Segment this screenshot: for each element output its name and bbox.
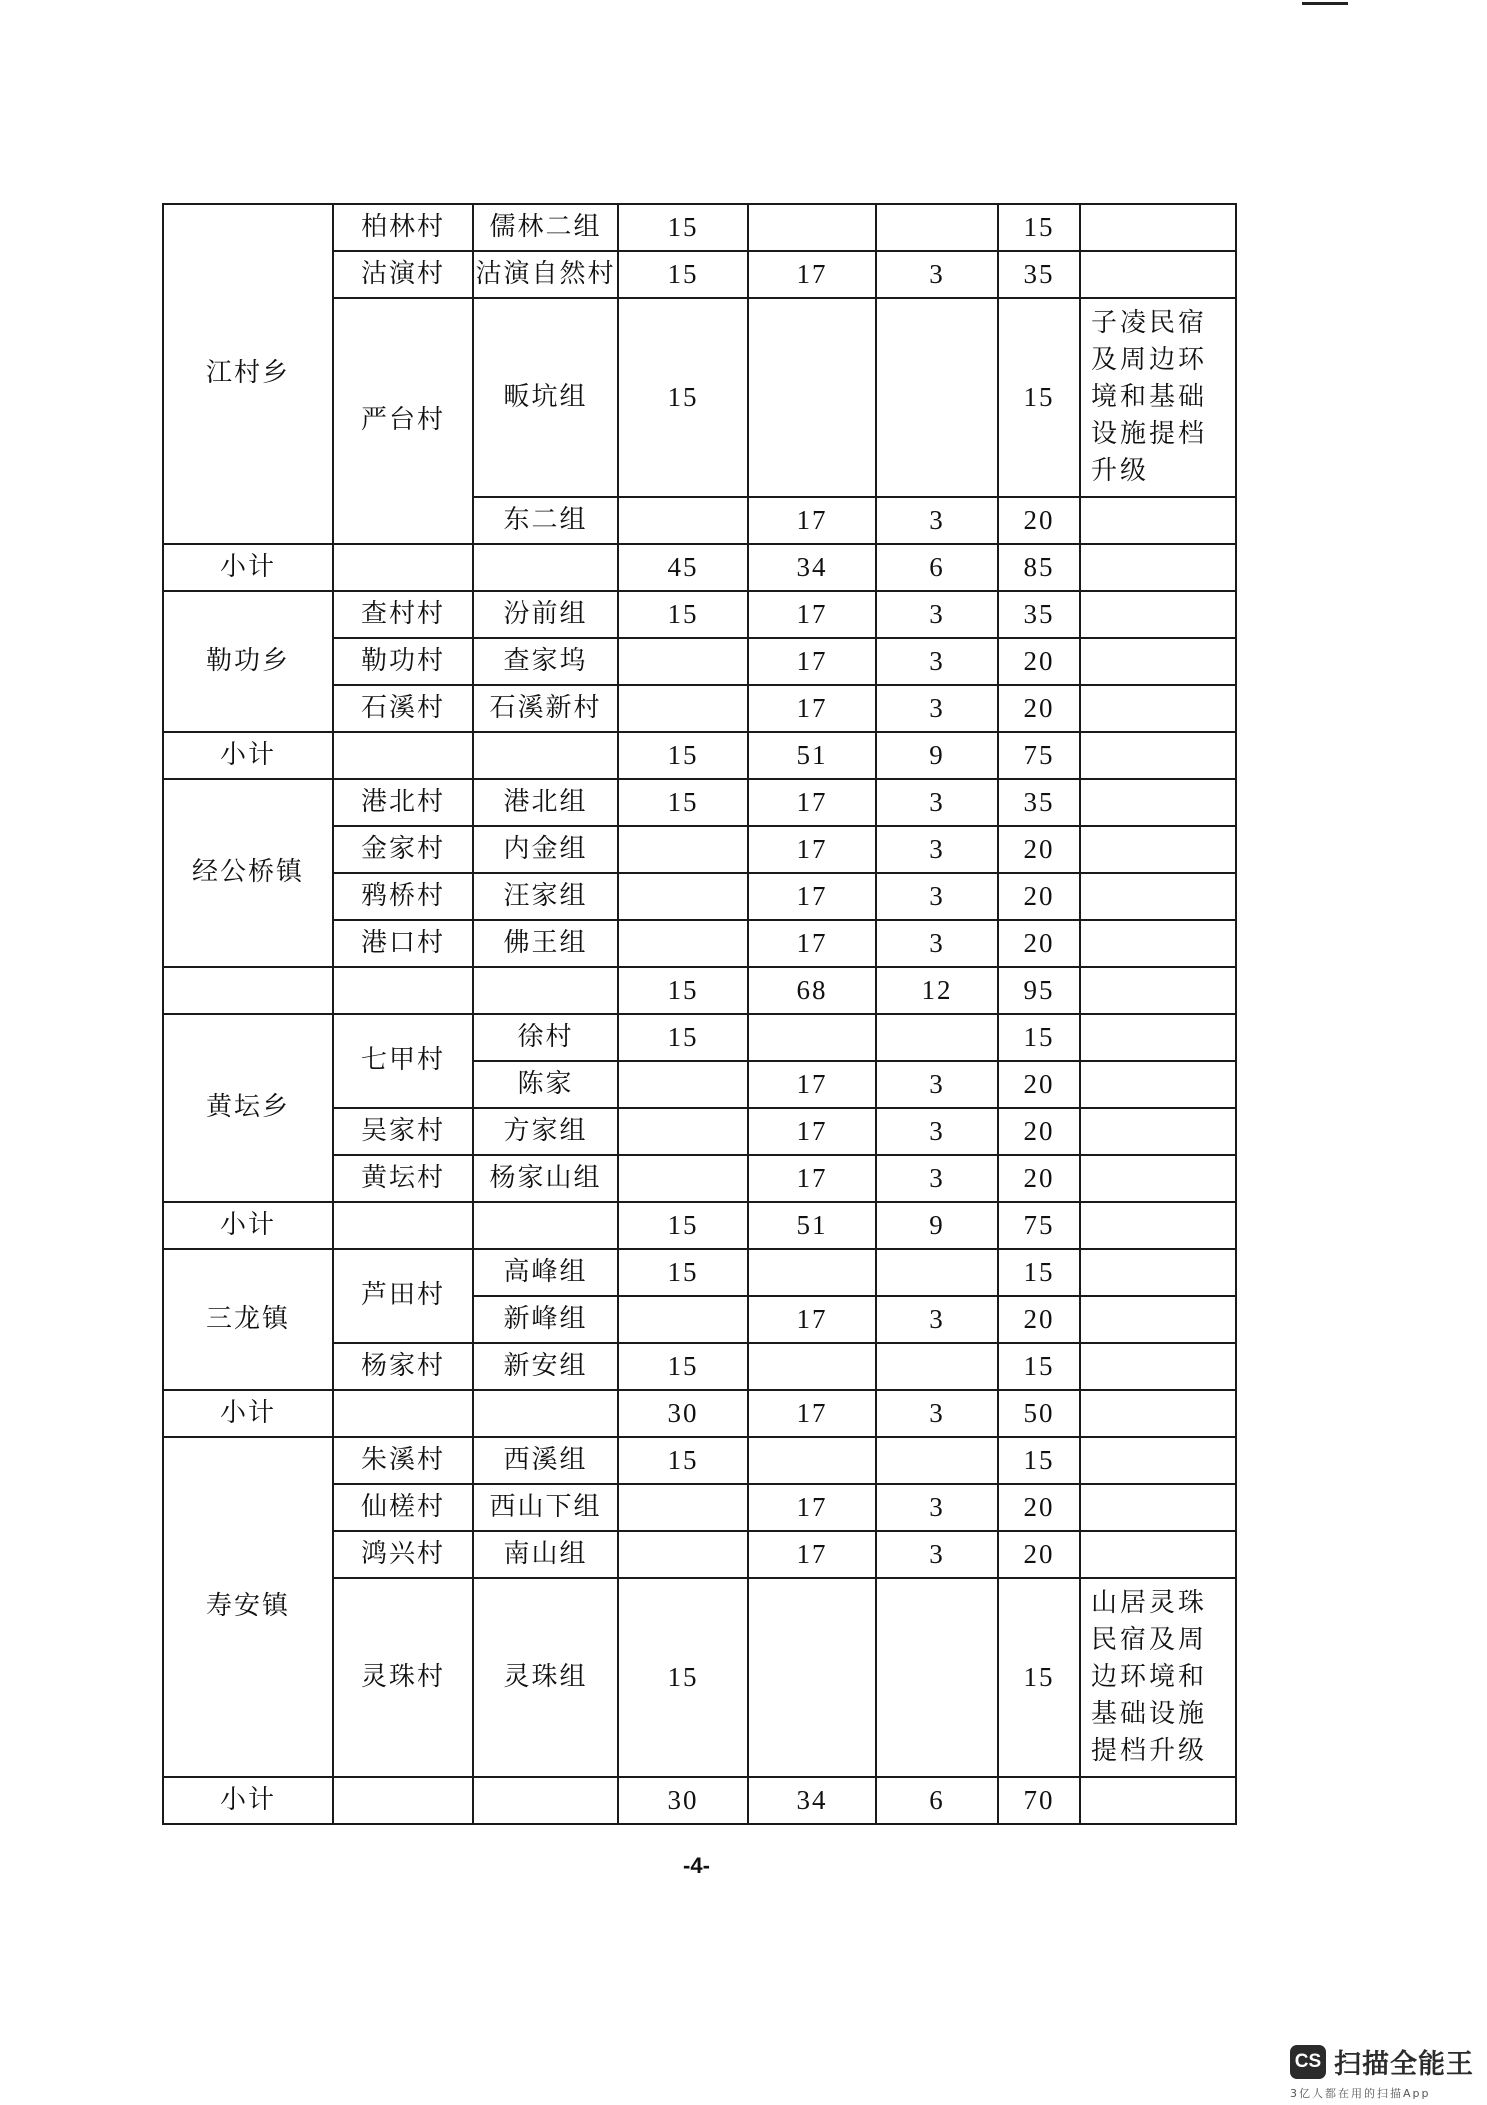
value-c-cell (876, 298, 998, 497)
village-cell: 吴家村 (333, 1108, 473, 1155)
village-cell: 七甲村 (333, 1014, 473, 1108)
note-cell (1080, 1777, 1236, 1824)
value-a-cell: 15 (618, 251, 748, 298)
group-cell: 新安组 (473, 1343, 618, 1390)
total-cell: 15 (998, 1249, 1080, 1296)
value-c-cell: 3 (876, 251, 998, 298)
subtotal-a: 45 (618, 544, 748, 591)
township-cell: 江村乡 (163, 204, 333, 544)
township-cell: 经公桥镇 (163, 779, 333, 967)
subtotal-total: 75 (998, 1202, 1080, 1249)
note-cell (1080, 1531, 1236, 1578)
note-cell (1080, 251, 1236, 298)
township-cell: 寿安镇 (163, 1437, 333, 1777)
village-cell: 沽演村 (333, 251, 473, 298)
total-cell: 20 (998, 873, 1080, 920)
value-c-cell (876, 1437, 998, 1484)
value-b-cell: 17 (748, 1484, 876, 1531)
subtotal-total: 85 (998, 544, 1080, 591)
note-cell (1080, 1343, 1236, 1390)
value-b-cell (748, 1249, 876, 1296)
value-b-cell: 17 (748, 1531, 876, 1578)
township-cell: 勒功乡 (163, 591, 333, 732)
village-cell: 灵珠村 (333, 1578, 473, 1777)
value-c-cell: 3 (876, 1155, 998, 1202)
value-c-cell: 3 (876, 685, 998, 732)
subtotal-row (163, 1202, 1236, 1249)
subtotal-label: 小计 (163, 544, 333, 591)
value-b-cell: 17 (748, 779, 876, 826)
value-a-cell (618, 1484, 748, 1531)
note-cell (1080, 1390, 1236, 1437)
village-cell: 鸦桥村 (333, 873, 473, 920)
village-cell (333, 732, 473, 779)
note-cell (1080, 638, 1236, 685)
subtotal-row (163, 544, 1236, 591)
village-cell (333, 1202, 473, 1249)
group-cell (473, 967, 618, 1014)
page-number: -4- (683, 1853, 710, 1878)
subtotal-b: 51 (748, 732, 876, 779)
note-cell (1080, 1108, 1236, 1155)
value-a-cell (618, 1108, 748, 1155)
subtotal-b: 34 (748, 1777, 876, 1824)
group-cell: 内金组 (473, 826, 618, 873)
total-cell: 20 (998, 1484, 1080, 1531)
value-a-cell (618, 873, 748, 920)
group-cell: 高峰组 (473, 1249, 618, 1296)
table-row (163, 1437, 1236, 1484)
total-cell: 15 (998, 298, 1080, 497)
group-cell: 陈家 (473, 1061, 618, 1108)
total-cell: 35 (998, 591, 1080, 638)
value-a-cell: 15 (618, 1249, 748, 1296)
value-a-cell: 15 (618, 1343, 748, 1390)
note-cell (1080, 920, 1236, 967)
value-b-cell: 17 (748, 591, 876, 638)
village-cell: 严台村 (333, 298, 473, 544)
value-c-cell: 3 (876, 1108, 998, 1155)
note-cell (1080, 497, 1236, 544)
value-c-cell: 3 (876, 638, 998, 685)
subtotal-a: 15 (618, 1202, 748, 1249)
village-cell: 查村村 (333, 591, 473, 638)
group-cell: 西溪组 (473, 1437, 618, 1484)
value-b-cell: 17 (748, 1108, 876, 1155)
value-c-cell: 3 (876, 920, 998, 967)
value-c-cell: 3 (876, 497, 998, 544)
total-cell: 15 (998, 1014, 1080, 1061)
group-cell: 沽演自然村 (473, 251, 618, 298)
value-b-cell (748, 1437, 876, 1484)
value-c-cell: 3 (876, 1296, 998, 1343)
note-cell (1080, 1155, 1236, 1202)
total-cell: 35 (998, 251, 1080, 298)
table-row (163, 591, 1236, 638)
note-cell (1080, 685, 1236, 732)
value-b-cell (748, 204, 876, 251)
value-c-cell (876, 1014, 998, 1061)
village-cell: 金家村 (333, 826, 473, 873)
subtotal-a: 15 (618, 732, 748, 779)
value-c-cell: 3 (876, 1531, 998, 1578)
allocation-table (162, 203, 1237, 1825)
table-row (163, 1014, 1236, 1061)
value-a-cell: 15 (618, 298, 748, 497)
value-a-cell: 15 (618, 204, 748, 251)
group-cell (473, 1777, 618, 1824)
note-cell (1080, 1061, 1236, 1108)
value-a-cell: 15 (618, 1437, 748, 1484)
value-a-cell: 15 (618, 591, 748, 638)
group-cell: 汪家组 (473, 873, 618, 920)
value-b-cell: 17 (748, 1155, 876, 1202)
subtotal-a: 30 (618, 1777, 748, 1824)
value-a-cell (618, 1155, 748, 1202)
note-cell (1080, 1296, 1236, 1343)
value-a-cell (618, 638, 748, 685)
total-cell: 20 (998, 1108, 1080, 1155)
village-cell: 芦田村 (333, 1249, 473, 1343)
subtotal-b: 17 (748, 1390, 876, 1437)
group-cell: 佛王组 (473, 920, 618, 967)
subtotal-a: 15 (618, 967, 748, 1014)
village-cell: 港北村 (333, 779, 473, 826)
scanner-app-name: 扫描全能王 (1334, 2049, 1474, 2080)
village-cell (333, 967, 473, 1014)
village-cell: 柏林村 (333, 204, 473, 251)
value-b-cell (748, 298, 876, 497)
value-b-cell: 17 (748, 920, 876, 967)
total-cell: 20 (998, 1296, 1080, 1343)
village-cell: 石溪村 (333, 685, 473, 732)
group-cell: 港北组 (473, 779, 618, 826)
village-cell: 仙槎村 (333, 1484, 473, 1531)
total-cell: 20 (998, 1061, 1080, 1108)
subtotal-total: 95 (998, 967, 1080, 1014)
subtotal-c: 12 (876, 967, 998, 1014)
subtotal-c: 3 (876, 1390, 998, 1437)
value-a-cell (618, 1061, 748, 1108)
group-cell (473, 732, 618, 779)
village-cell: 杨家村 (333, 1343, 473, 1390)
subtotal-label: 小计 (163, 1390, 333, 1437)
group-cell: 新峰组 (473, 1296, 618, 1343)
township-cell: 三龙镇 (163, 1249, 333, 1390)
value-a-cell: 15 (618, 1014, 748, 1061)
value-b-cell (748, 1578, 876, 1777)
group-cell: 儒林二组 (473, 204, 618, 251)
value-a-cell (618, 1296, 748, 1343)
note-cell (1080, 1202, 1236, 1249)
scanner-watermark (1290, 2042, 1474, 2101)
subtotal-total: 50 (998, 1390, 1080, 1437)
total-cell: 20 (998, 1531, 1080, 1578)
value-c-cell: 3 (876, 779, 998, 826)
value-c-cell: 3 (876, 1061, 998, 1108)
note-cell: 山居灵珠民宿及周边环境和基础设施提档升级 (1080, 1578, 1236, 1777)
value-b-cell: 17 (748, 685, 876, 732)
group-cell: 东二组 (473, 497, 618, 544)
group-cell: 汾前组 (473, 591, 618, 638)
value-c-cell (876, 204, 998, 251)
note-cell (1080, 1014, 1236, 1061)
total-cell: 15 (998, 1437, 1080, 1484)
note-cell (1080, 591, 1236, 638)
note-cell: 子凌民宿及周边环境和基础设施提档升级 (1080, 298, 1236, 497)
subtotal-label: 小计 (163, 732, 333, 779)
subtotal-a: 30 (618, 1390, 748, 1437)
subtotal-c: 9 (876, 732, 998, 779)
total-cell: 20 (998, 1155, 1080, 1202)
table-row (163, 1249, 1236, 1296)
subtotal-label: 小计 (163, 1202, 333, 1249)
group-cell: 灵珠组 (473, 1578, 618, 1777)
subtotal-c: 6 (876, 1777, 998, 1824)
value-a-cell (618, 497, 748, 544)
scanner-tagline: 3亿人都在用的扫描App (1290, 2087, 1431, 2100)
note-cell (1080, 826, 1236, 873)
total-cell: 20 (998, 685, 1080, 732)
group-cell: 徐村 (473, 1014, 618, 1061)
total-cell: 35 (998, 779, 1080, 826)
subtotal-total: 70 (998, 1777, 1080, 1824)
subtotal-total: 75 (998, 732, 1080, 779)
township-cell: 黄坛乡 (163, 1014, 333, 1202)
group-cell: 杨家山组 (473, 1155, 618, 1202)
total-cell: 20 (998, 497, 1080, 544)
note-cell (1080, 1437, 1236, 1484)
group-cell (473, 1202, 618, 1249)
value-a-cell (618, 920, 748, 967)
village-cell (333, 544, 473, 591)
note-cell (1080, 732, 1236, 779)
subtotal-b: 51 (748, 1202, 876, 1249)
subtotal-row (163, 1390, 1236, 1437)
village-cell: 港口村 (333, 920, 473, 967)
note-cell (1080, 204, 1236, 251)
group-cell (473, 544, 618, 591)
village-cell: 黄坛村 (333, 1155, 473, 1202)
value-a-cell (618, 1531, 748, 1578)
value-b-cell: 17 (748, 1296, 876, 1343)
group-cell: 西山下组 (473, 1484, 618, 1531)
total-cell: 20 (998, 638, 1080, 685)
group-cell: 查家坞 (473, 638, 618, 685)
subtotal-b: 68 (748, 967, 876, 1014)
value-b-cell: 17 (748, 497, 876, 544)
table-row (163, 204, 1236, 251)
subtotal-label (163, 967, 333, 1014)
value-b-cell (748, 1343, 876, 1390)
value-c-cell: 3 (876, 591, 998, 638)
value-b-cell: 17 (748, 638, 876, 685)
total-cell: 15 (998, 204, 1080, 251)
value-a-cell: 15 (618, 1578, 748, 1777)
group-cell: 石溪新村 (473, 685, 618, 732)
village-cell (333, 1390, 473, 1437)
subtotal-b: 34 (748, 544, 876, 591)
subtotal-c: 6 (876, 544, 998, 591)
group-cell (473, 1390, 618, 1437)
subtotal-c: 9 (876, 1202, 998, 1249)
value-c-cell: 3 (876, 1484, 998, 1531)
total-cell: 20 (998, 920, 1080, 967)
value-a-cell: 15 (618, 779, 748, 826)
note-cell (1080, 873, 1236, 920)
value-b-cell: 17 (748, 251, 876, 298)
group-cell: 畈坑组 (473, 298, 618, 497)
value-c-cell (876, 1249, 998, 1296)
note-cell (1080, 1249, 1236, 1296)
subtotal-label: 小计 (163, 1777, 333, 1824)
value-a-cell (618, 826, 748, 873)
value-b-cell: 17 (748, 1061, 876, 1108)
value-c-cell: 3 (876, 873, 998, 920)
value-b-cell: 17 (748, 826, 876, 873)
subtotal-row (163, 1777, 1236, 1824)
subtotal-row (163, 732, 1236, 779)
value-b-cell: 17 (748, 873, 876, 920)
total-cell: 20 (998, 826, 1080, 873)
village-cell: 朱溪村 (333, 1437, 473, 1484)
village-cell: 勒功村 (333, 638, 473, 685)
subtotal-row (163, 967, 1236, 1014)
village-cell (333, 1777, 473, 1824)
total-cell: 15 (998, 1343, 1080, 1390)
note-cell (1080, 779, 1236, 826)
total-cell: 15 (998, 1578, 1080, 1777)
value-b-cell (748, 1014, 876, 1061)
note-cell (1080, 967, 1236, 1014)
scan-edge-mark (1302, 2, 1348, 5)
group-cell: 方家组 (473, 1108, 618, 1155)
value-c-cell (876, 1578, 998, 1777)
scanner-logo-icon: CS (1290, 2045, 1326, 2079)
value-a-cell (618, 685, 748, 732)
note-cell (1080, 544, 1236, 591)
village-cell: 鸿兴村 (333, 1531, 473, 1578)
table-body (163, 204, 1236, 1824)
value-c-cell: 3 (876, 826, 998, 873)
note-cell (1080, 1484, 1236, 1531)
table-row (163, 779, 1236, 826)
value-c-cell (876, 1343, 998, 1390)
group-cell: 南山组 (473, 1531, 618, 1578)
